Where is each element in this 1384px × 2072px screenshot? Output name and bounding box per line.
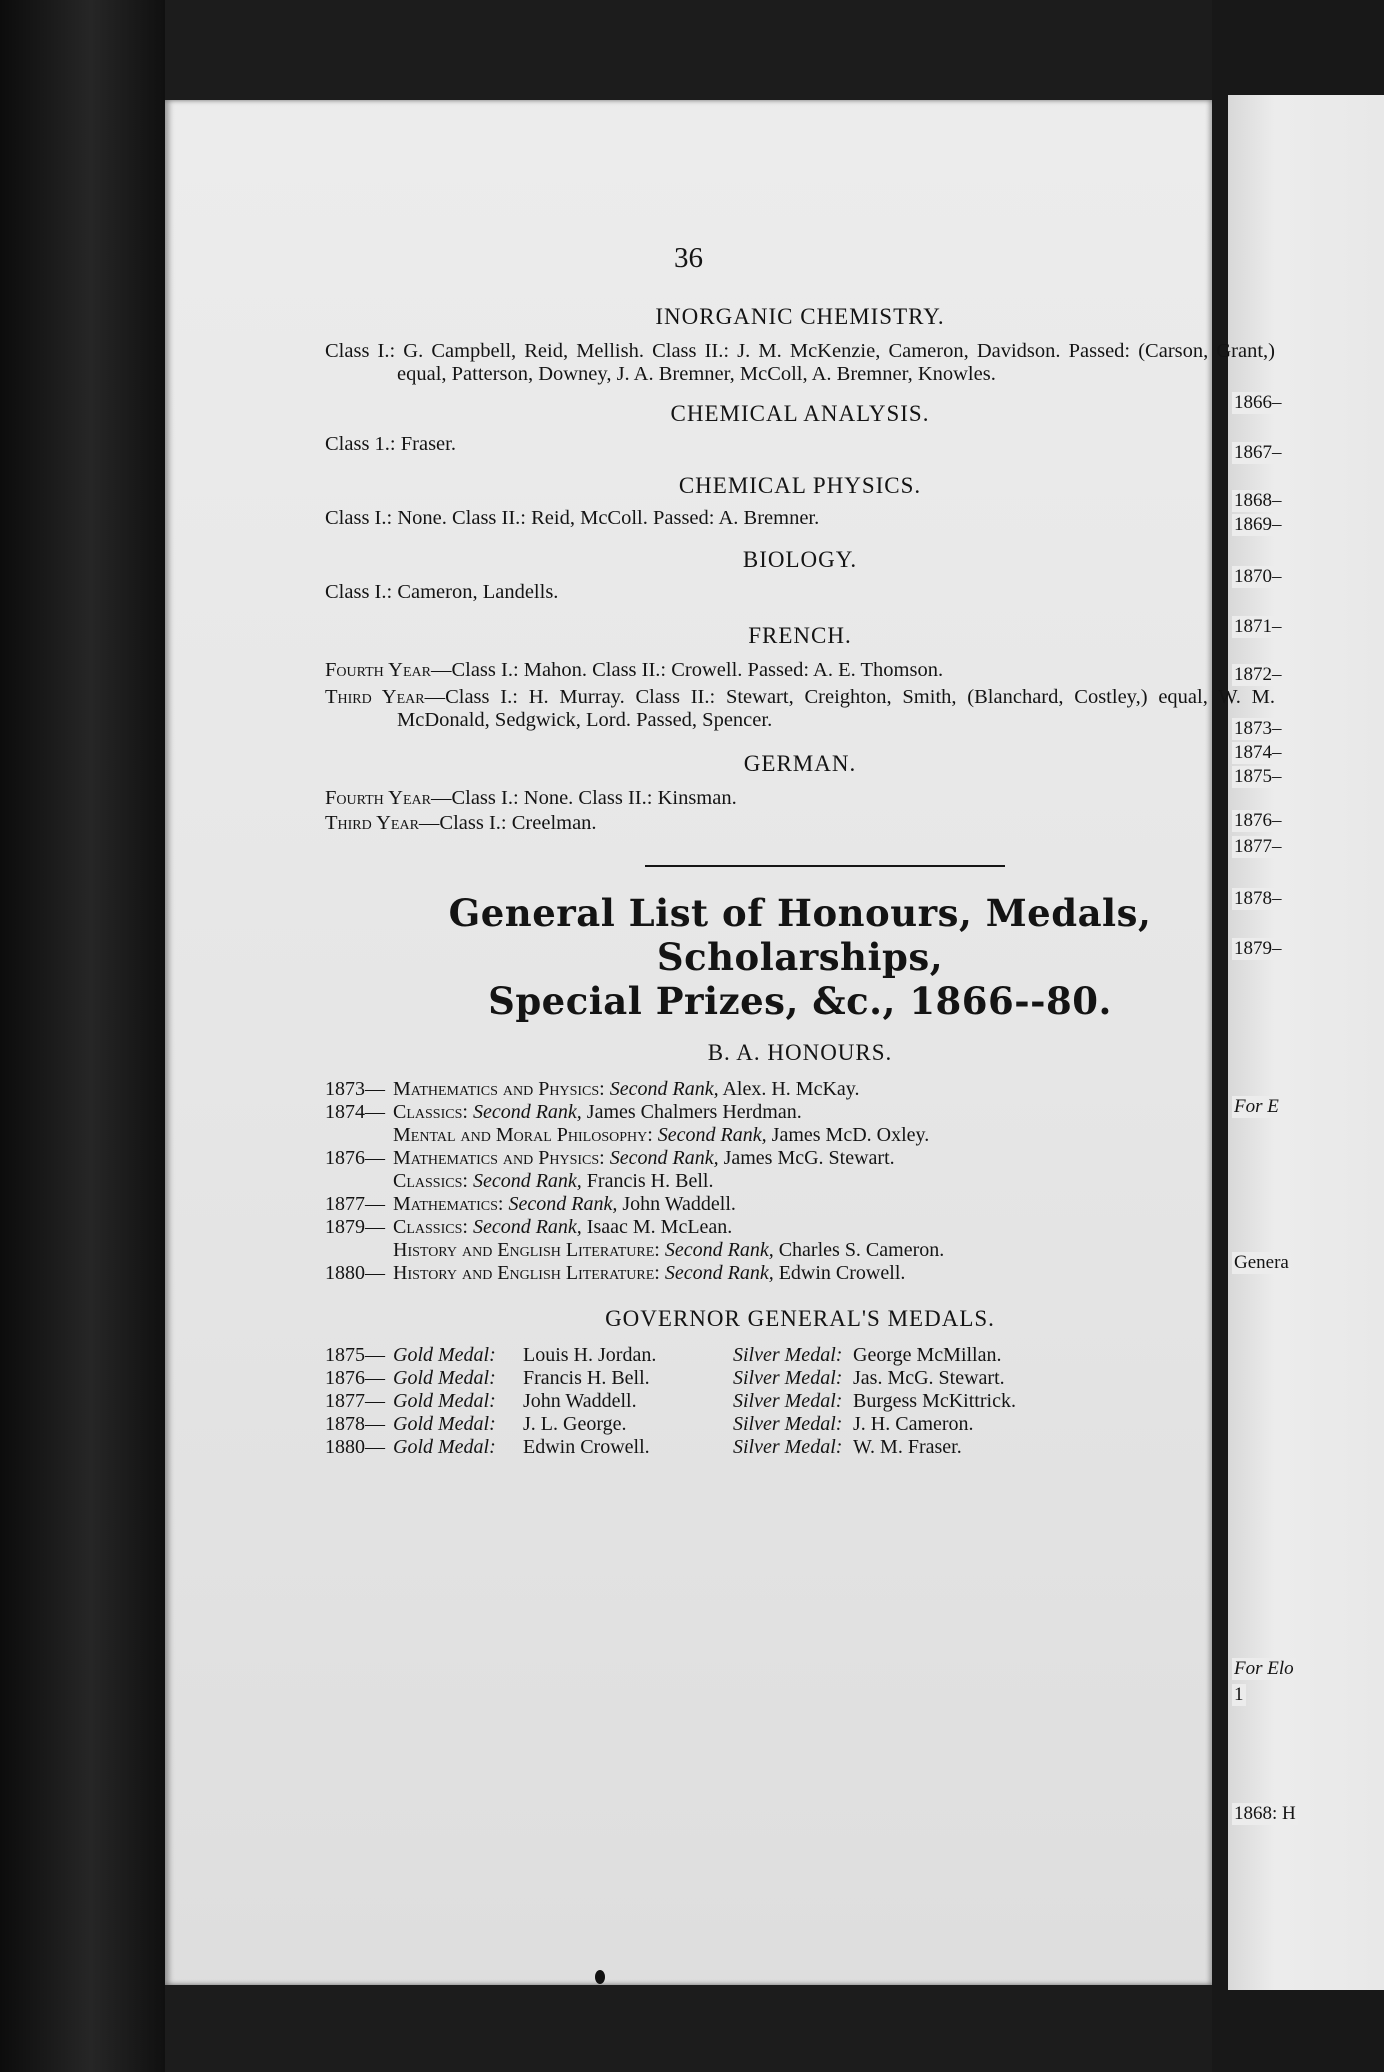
french-third-text: —Class I.: H. Murray. Class II.: Stewart, Creighton, Smith, (Blanchard, Costley,) equal, W. M. McDonald, Sedgwick, Lord. Passed, Spencer.: [397, 686, 1275, 731]
honours-subject: History and English Literature: [393, 1262, 655, 1284]
honours-subject: Mathematics and Physics: [393, 1078, 600, 1100]
honours-name: Alex. H. McKay.: [722, 1078, 860, 1100]
gold-medal-name: Edwin Crowell.: [523, 1436, 650, 1458]
honours-subject: Mathematics and Physics: [393, 1147, 600, 1169]
honours-row: [325, 1216, 1275, 1239]
medal-row: [325, 1390, 1275, 1413]
honours-row: [325, 1170, 1275, 1193]
gold-medal-name: Francis H. Bell.: [523, 1367, 650, 1389]
medal-year: 1880—: [325, 1436, 385, 1458]
honours-year: 1879—: [325, 1216, 385, 1238]
facing-page-year: 1876–: [1234, 810, 1282, 831]
facing-page-year: 1869–: [1234, 514, 1282, 535]
honours-entry: Mathematics and Physics: Second Rank, James McG. Stewart.: [393, 1147, 895, 1169]
german-third-label: Third Year: [325, 812, 419, 834]
silver-medal-name: Jas. McG. Stewart.: [853, 1367, 1005, 1389]
gold-medal-label: Gold Medal:: [393, 1390, 496, 1412]
honours-subject: Classics: [393, 1170, 463, 1192]
silver-medal-label: Silver Medal:: [733, 1367, 843, 1389]
honours-entry: Classics: Second Rank, Francis H. Bell.: [393, 1170, 714, 1192]
honours-row: [325, 1101, 1275, 1124]
honours-entry: History and English Literature: Second Rank, Edwin Crowell.: [393, 1262, 906, 1284]
french-fourth-text: —Class I.: Mahon. Class II.: Crowell. Passed: A. E. Thomson.: [430, 659, 944, 681]
german-fourth-label: Fourth Year: [325, 787, 431, 809]
medal-row: [325, 1413, 1275, 1436]
biology-text: Class I.: Cameron, Landells.: [325, 581, 559, 603]
medals-list: [325, 1344, 1275, 1459]
facing-page-year: 1866–: [1234, 392, 1282, 413]
honours-year: 1876—: [325, 1147, 385, 1169]
facing-page-text: Genera: [1234, 1252, 1289, 1273]
ba-honours-title: B. A. HONOURS.: [707, 1040, 893, 1065]
honours-year: [325, 1239, 393, 1262]
medal-row: [325, 1344, 1275, 1367]
facing-page-text: For E: [1234, 1096, 1279, 1117]
honours-entry: Mental and Moral Philosophy: Second Rank, James McD. Oxley.: [393, 1124, 930, 1146]
german-third-text: —Class I.: Creelman.: [418, 812, 597, 834]
honours-rank: Second Rank,: [472, 1101, 582, 1123]
silver-medal-name: J. H. Cameron.: [853, 1413, 974, 1435]
gold-medal-label: Gold Medal:: [393, 1344, 496, 1366]
gold-medal-name: John Waddell.: [523, 1390, 637, 1412]
honours-name: John Waddell.: [622, 1193, 736, 1215]
honours-entry: Classics: Second Rank, James Chalmers Herdman.: [393, 1101, 802, 1123]
honours-rank: Second Rank,: [508, 1193, 618, 1215]
german-fourth-year: [325, 787, 1275, 810]
honours-rank: Second Rank,: [472, 1216, 582, 1238]
facing-page-year: 1868–: [1234, 490, 1282, 511]
honours-row: [325, 1124, 1275, 1147]
honours-name: James Chalmers Herdman.: [586, 1101, 802, 1123]
honours-name: Edwin Crowell.: [778, 1262, 906, 1284]
silver-medal-label: Silver Medal:: [733, 1436, 843, 1458]
general-list-title-line2: Special Prizes, &c., 1866--80.: [488, 979, 1112, 1023]
silver-medal-name: George McMillan.: [853, 1344, 1002, 1366]
facing-page-text: 1868: H: [1234, 1803, 1296, 1824]
facing-page-year: 1879–: [1234, 938, 1282, 959]
gold-medal-name: Louis H. Jordan.: [523, 1344, 657, 1366]
ba-honours-list: [325, 1078, 1275, 1285]
facing-page-year: 1878–: [1234, 888, 1282, 909]
german-fourth-text: —Class I.: None. Class II.: Kinsman.: [430, 787, 737, 809]
analysis-text: Class 1.: Fraser.: [325, 433, 456, 455]
honours-subject: History and English Literature: [393, 1239, 655, 1261]
honours-row: [325, 1193, 1275, 1216]
facing-page-year: 1867–: [1234, 442, 1282, 463]
honours-year: [325, 1124, 393, 1147]
honours-entry: Mathematics and Physics: Second Rank, Alex. H. McKay.: [393, 1078, 860, 1100]
facing-page-year: 1872–: [1234, 664, 1282, 685]
honours-row: [325, 1239, 1275, 1262]
page-number: 36: [674, 242, 703, 274]
silver-medal-label: Silver Medal:: [733, 1390, 843, 1412]
facing-page-year: 1877–: [1234, 836, 1282, 857]
german-third-year: [325, 812, 1275, 835]
french-fourth-label: Fourth Year: [325, 659, 431, 681]
facing-page-year: 1874–: [1234, 742, 1282, 763]
section-divider: [645, 865, 1005, 867]
silver-medal-label: Silver Medal:: [733, 1413, 843, 1435]
honours-rank: Second Rank,: [664, 1239, 774, 1261]
honours-row: [325, 1147, 1275, 1170]
section-title-biology: BIOLOGY.: [742, 547, 858, 572]
honours-row: [325, 1262, 1275, 1285]
gold-medal-label: Gold Medal:: [393, 1413, 496, 1435]
honours-year: 1877—: [325, 1193, 385, 1215]
honours-entry: History and English Literature: Second Rank, Charles S. Cameron.: [393, 1239, 945, 1261]
silver-medal-name: W. M. Fraser.: [853, 1436, 962, 1458]
medal-row: [325, 1436, 1275, 1459]
general-list-title-line1: General List of Honours, Medals, Scholarships,: [448, 891, 1152, 979]
facing-page-text: 1: [1234, 1684, 1244, 1705]
gold-medal-name: J. L. George.: [523, 1413, 627, 1435]
honours-subject: Mental and Moral Philosophy: [393, 1124, 648, 1146]
honours-name: James McG. Stewart.: [723, 1147, 895, 1169]
medals-title: GOVERNOR GENERAL'S MEDALS.: [605, 1306, 995, 1331]
honours-name: Isaac M. McLean.: [586, 1216, 733, 1238]
honours-name: James McD. Oxley.: [771, 1124, 930, 1146]
ink-spot: [595, 1970, 605, 1984]
medal-year: 1876—: [325, 1367, 385, 1389]
physics-text: Class I.: None. Class II.: Reid, McColl. Passed: A. Bremner.: [325, 507, 820, 529]
section-title-german: GERMAN.: [743, 751, 857, 776]
gold-medal-label: Gold Medal:: [393, 1436, 496, 1458]
french-fourth-year: [325, 659, 1275, 682]
honours-subject: Classics: [393, 1101, 463, 1123]
honours-subject: Mathematics: [393, 1193, 498, 1215]
section-title-french: FRENCH.: [748, 623, 852, 648]
honours-row: [325, 1078, 1275, 1101]
facing-page-year: 1871–: [1234, 616, 1282, 637]
honours-year: [325, 1170, 393, 1193]
silver-medal-name: Burgess McKittrick.: [853, 1390, 1016, 1412]
facing-page-year: 1870–: [1234, 566, 1282, 587]
honours-year: 1873—: [325, 1078, 385, 1100]
medal-year: 1878—: [325, 1413, 385, 1435]
french-third-year: [325, 686, 1275, 732]
honours-year: 1874—: [325, 1101, 385, 1123]
gold-medal-label: Gold Medal:: [393, 1367, 496, 1389]
facing-page-year: 1875–: [1234, 766, 1282, 787]
medal-row: [325, 1367, 1275, 1390]
medal-year: 1877—: [325, 1390, 385, 1412]
honours-year: 1880—: [325, 1262, 385, 1284]
facing-page-year: 1873–: [1234, 718, 1282, 739]
honours-rank: Second Rank,: [657, 1124, 767, 1146]
medal-year: 1875—: [325, 1344, 385, 1366]
silver-medal-label: Silver Medal:: [733, 1344, 843, 1366]
section-title-physics: CHEMICAL PHYSICS.: [678, 473, 922, 498]
honours-rank: Second Rank,: [609, 1147, 719, 1169]
honours-subject: Classics: [393, 1216, 463, 1238]
facing-page-text: For Elo: [1234, 1658, 1294, 1679]
honours-rank: Second Rank,: [664, 1262, 774, 1284]
honours-rank: Second Rank,: [609, 1078, 719, 1100]
honours-entry: Mathematics: Second Rank, John Waddell.: [393, 1193, 736, 1215]
honours-rank: Second Rank,: [472, 1170, 582, 1192]
inorganic-text: Class I.: G. Campbell, Reid, Mellish. Class II.: J. M. McKenzie, Cameron, Davidson. Passed: (Carson, Grant,) equal, Patterson, Downey, J. A. Bremner, McColl, A. Bremner, Knowles.: [325, 340, 1275, 385]
section-title-inorganic: INORGANIC CHEMISTRY.: [655, 304, 945, 329]
honours-name: Charles S. Cameron.: [778, 1239, 945, 1261]
honours-name: Francis H. Bell.: [586, 1170, 714, 1192]
honours-entry: Classics: Second Rank, Isaac M. McLean.: [393, 1216, 733, 1238]
scan-left-margin: [0, 0, 165, 2072]
french-third-label: Third Year: [325, 686, 425, 708]
section-title-analysis: CHEMICAL ANALYSIS.: [670, 401, 930, 426]
page-content: [325, 305, 1275, 1459]
